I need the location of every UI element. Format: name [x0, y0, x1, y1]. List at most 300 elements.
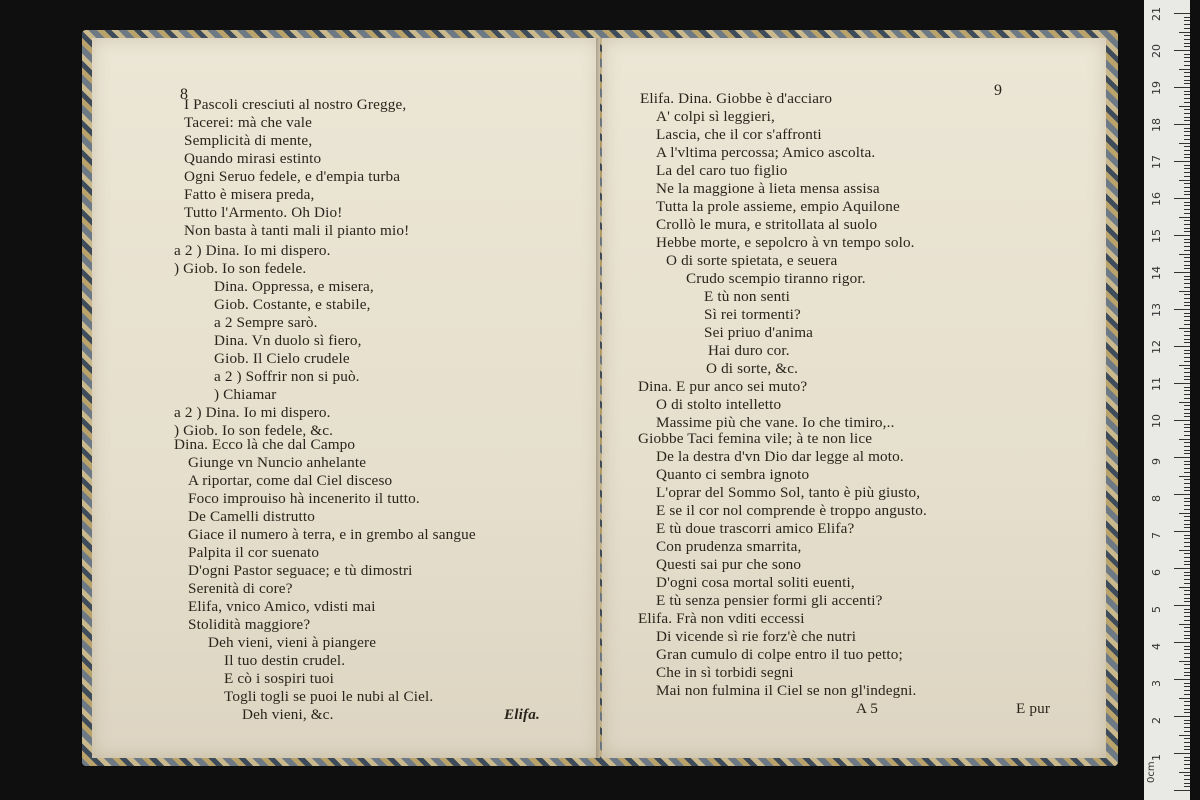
right-text-line: Hai duro cor.: [708, 342, 790, 359]
ruler-tick: [1184, 572, 1190, 573]
ruler-tick: [1184, 91, 1190, 92]
ruler-tick: [1184, 760, 1190, 761]
ruler-tick: [1184, 320, 1190, 321]
left-text-line: Non basta à tanti mali il pianto mio!: [184, 222, 410, 239]
ruler-tick: [1184, 168, 1190, 169]
ruler-tick: [1184, 450, 1190, 451]
ruler-tick: [1184, 298, 1190, 299]
ruler-tick: [1184, 601, 1190, 602]
left-text-line: De Camelli distrutto: [188, 508, 316, 525]
left-page-number: 8: [180, 86, 188, 103]
ruler-tick: [1184, 17, 1190, 18]
right-text-line: Questi sai pur che sono: [656, 556, 802, 573]
left-text-line: Dina. Vn duolo sì fiero,: [214, 332, 362, 349]
ruler-tick: [1179, 32, 1190, 33]
ruler-tick: [1184, 535, 1190, 536]
ruler-tick: [1184, 520, 1190, 521]
right-text-line: Sì rei tormenti?: [704, 306, 801, 323]
ruler-tick: [1179, 587, 1190, 588]
ruler-tick: [1184, 712, 1190, 713]
right-text-line: Gran cumulo di colpe entro il tuo petto;: [656, 646, 903, 663]
ruler-tick: [1184, 690, 1190, 691]
right-text-line: Tutta la prole assieme, empio Aquilone: [656, 198, 900, 215]
ruler-tick: [1184, 768, 1190, 769]
ruler-tick: [1184, 83, 1190, 84]
left-text-line: ) Giob. Io son fedele.: [174, 260, 307, 277]
ruler-tick: [1184, 705, 1190, 706]
ruler-tick: [1184, 579, 1190, 580]
ruler-tick: [1184, 265, 1190, 266]
ruler-tick: [1184, 764, 1190, 765]
ruler-tick: [1184, 431, 1190, 432]
ruler-tick: [1184, 746, 1190, 747]
ruler-number: 8: [1150, 495, 1163, 502]
ruler-tick: [1184, 453, 1190, 454]
right-text-line: E tù senza pensier formi gli accenti?: [656, 592, 883, 609]
right-text-line: Di vicende sì rie forz'è che nutri: [656, 628, 857, 645]
ruler-tick: [1174, 679, 1190, 680]
ruler-tick: [1184, 94, 1190, 95]
ruler-number: 16: [1150, 192, 1163, 206]
left-text-line: A riportar, come dal Ciel disceso: [188, 472, 393, 489]
right-text-line: O di sorte, &c.: [706, 360, 799, 377]
ruler-tick: [1184, 646, 1190, 647]
ruler-tick: [1184, 150, 1190, 151]
ruler-tick: [1184, 483, 1190, 484]
left-text-line: Deh vieni, vieni à piangere: [208, 634, 377, 651]
right-text-line: Con prudenza smarrita,: [656, 538, 802, 555]
ruler-tick: [1184, 302, 1190, 303]
ruler-tick: [1184, 76, 1190, 77]
ruler-tick: [1184, 435, 1190, 436]
ruler-tick: [1179, 772, 1190, 773]
ruler-tick: [1184, 353, 1190, 354]
left-page: [92, 38, 600, 758]
ruler-tick: [1184, 113, 1190, 114]
ruler-tick: [1184, 209, 1190, 210]
ruler-tick: [1184, 672, 1190, 673]
ruler-tick: [1179, 69, 1190, 70]
right-text-line: L'oprar del Sommo Sol, tanto è più giusto,: [656, 484, 921, 501]
ruler-tick: [1184, 172, 1190, 173]
left-text-line: Semplicità di mente,: [184, 132, 313, 149]
ruler-tick: [1184, 139, 1190, 140]
right-text-line: Hebbe morte, e sepolcro à vn tempo solo.: [656, 234, 915, 251]
ruler-tick: [1184, 424, 1190, 425]
ruler-tick: [1174, 568, 1190, 569]
ruler-tick: [1184, 390, 1190, 391]
ruler-tick: [1184, 183, 1190, 184]
ruler-tick: [1184, 35, 1190, 36]
ruler-tick: [1184, 542, 1190, 543]
ruler-tick: [1184, 694, 1190, 695]
ruler-tick: [1184, 146, 1190, 147]
ruler-tick: [1174, 161, 1190, 162]
ruler-number: 5: [1150, 606, 1163, 613]
right-text-line: A l'vltima percossa; Amico ascolta.: [656, 144, 876, 161]
ruler-number: 15: [1150, 229, 1163, 243]
ruler-tick: [1184, 276, 1190, 277]
ruler-tick: [1184, 154, 1190, 155]
left-text-line: ) Giob. Io son fedele, &c.: [174, 422, 334, 439]
right-text-line: Lascia, che il cor s'affronti: [656, 126, 822, 143]
ruler-tick: [1184, 394, 1190, 395]
ruler-tick: [1184, 213, 1190, 214]
ruler-tick: [1184, 98, 1190, 99]
ruler-tick: [1184, 72, 1190, 73]
ruler-tick: [1179, 365, 1190, 366]
ruler-number: 6: [1150, 569, 1163, 576]
ruler-number: 17: [1150, 155, 1163, 169]
ruler-tick: [1184, 783, 1190, 784]
left-text-line: Giob. Il Cielo crudele: [214, 350, 350, 367]
ruler-tick: [1184, 294, 1190, 295]
left-text-line: Elifa.: [504, 706, 540, 723]
ruler-tick: [1184, 524, 1190, 525]
ruler-tick: [1179, 513, 1190, 514]
left-text-line: Tacerei: mà che vale: [184, 114, 312, 131]
ruler-tick: [1174, 198, 1190, 199]
ruler-tick: [1184, 120, 1190, 121]
ruler-tick: [1184, 250, 1190, 251]
ruler-tick: [1184, 409, 1190, 410]
ruler-tick: [1184, 117, 1190, 118]
ruler-tick: [1184, 701, 1190, 702]
ruler-tick: [1184, 683, 1190, 684]
ruler-tick: [1184, 786, 1190, 787]
ruler-number: 20: [1150, 44, 1163, 58]
ruler-tick: [1184, 65, 1190, 66]
ruler-tick: [1184, 135, 1190, 136]
left-text-line: a 2 ) Dina. Io mi dispero.: [174, 404, 331, 421]
ruler-tick: [1184, 54, 1190, 55]
left-text-line: Giob. Costante, e stabile,: [214, 296, 371, 313]
ruler-number: 12: [1150, 340, 1163, 354]
right-text-line: Massime più che vane. Io che timiro,..: [656, 414, 895, 431]
ruler-tick: [1184, 80, 1190, 81]
ruler-tick: [1184, 398, 1190, 399]
ruler-tick: [1184, 505, 1190, 506]
ruler-tick: [1179, 217, 1190, 218]
left-text-line: Tutto l'Armento. Oh Dio!: [184, 204, 343, 221]
book-spread: [82, 30, 1118, 766]
ruler-tick: [1184, 387, 1190, 388]
ruler-tick: [1184, 313, 1190, 314]
ruler-tick: [1179, 698, 1190, 699]
right-text-line: Crollò le mura, e stritollata al suolo: [656, 216, 878, 233]
right-text-line: Che in sì torbidi segni: [656, 664, 794, 681]
right-text-line: Ne la maggione à lieta mensa assisa: [656, 180, 880, 197]
ruler-tick: [1184, 231, 1190, 232]
left-text-line: Il tuo destin crudel.: [224, 652, 346, 669]
ruler-tick: [1174, 50, 1190, 51]
ruler-tick: [1174, 235, 1190, 236]
ruler-tick: [1184, 361, 1190, 362]
left-text-line: Serenità di core?: [188, 580, 293, 597]
ruler-tick: [1184, 635, 1190, 636]
ruler-tick: [1184, 102, 1190, 103]
ruler-tick: [1184, 442, 1190, 443]
ruler-number: 10: [1150, 414, 1163, 428]
ruler-tick: [1184, 464, 1190, 465]
ruler-tick: [1184, 109, 1190, 110]
ruler-tick: [1184, 779, 1190, 780]
ruler-tick: [1184, 339, 1190, 340]
ruler-tick: [1184, 61, 1190, 62]
ruler-tick: [1184, 720, 1190, 721]
ruler-number: 9: [1150, 458, 1163, 465]
ruler-tick: [1184, 57, 1190, 58]
left-text-line: Fatto è misera preda,: [184, 186, 315, 203]
left-text-line: I Pascoli cresciuti al nostro Gregge,: [184, 96, 407, 113]
ruler-tick: [1184, 279, 1190, 280]
ruler-tick: [1184, 653, 1190, 654]
ruler-tick: [1184, 176, 1190, 177]
ruler-tick: [1184, 257, 1190, 258]
ruler-tick: [1184, 638, 1190, 639]
ruler-tick: [1184, 664, 1190, 665]
ruler-tick: [1174, 13, 1190, 14]
right-page: [602, 38, 1106, 758]
ruler-tick: [1174, 494, 1190, 495]
ruler-tick: [1184, 686, 1190, 687]
ruler-tick: [1184, 165, 1190, 166]
ruler-tick: [1184, 331, 1190, 332]
ruler-tick: [1179, 402, 1190, 403]
right-text-line: Quanto ci sembra ignoto: [656, 466, 810, 483]
ruler-tick: [1184, 487, 1190, 488]
right-text-line: O di stolto intelletto: [656, 396, 782, 413]
right-text-line: Elifa. Dina. Giobbe è d'acciaro: [640, 90, 833, 107]
ruler-number: 11: [1150, 377, 1163, 391]
ruler-number: 4: [1150, 643, 1163, 650]
ruler-tick: [1184, 28, 1190, 29]
ruler-tick: [1184, 564, 1190, 565]
ruler-tick: [1184, 546, 1190, 547]
ruler-tick: [1184, 202, 1190, 203]
ruler-number: 1: [1150, 754, 1163, 761]
ruler-tick: [1179, 106, 1190, 107]
ruler-tick: [1184, 228, 1190, 229]
ruler-tick: [1174, 531, 1190, 532]
ruler-tick: [1184, 594, 1190, 595]
ruler-tick: [1184, 612, 1190, 613]
ruler-tick: [1184, 472, 1190, 473]
ruler-tick: [1174, 346, 1190, 347]
right-text-line: E pur: [1016, 700, 1051, 717]
ruler-tick: [1184, 413, 1190, 414]
ruler-tick: [1184, 731, 1190, 732]
ruler-tick: [1184, 675, 1190, 676]
ruler-tick: [1184, 20, 1190, 21]
left-text-line: Giace il numero à terra, e in grembo al sangue: [188, 526, 476, 543]
ruler-tick: [1184, 749, 1190, 750]
ruler-number: 3: [1150, 680, 1163, 687]
ruler-tick: [1179, 328, 1190, 329]
ruler-tick: [1184, 43, 1190, 44]
ruler-tick: [1184, 616, 1190, 617]
right-text-line: E tù doue trascorri amico Elifa?: [656, 520, 855, 537]
ruler-tick: [1184, 609, 1190, 610]
left-text-line: Giunge vn Nuncio anhelante: [188, 454, 367, 471]
left-text-line: E cò i sospiri tuoi: [224, 670, 335, 687]
ruler-tick: [1184, 668, 1190, 669]
right-text-line: De la destra d'vn Dio dar legge al moto.: [656, 448, 904, 465]
left-text-line: Elifa, vnico Amico, vdisti mai: [188, 598, 376, 615]
ruler-tick: [1184, 509, 1190, 510]
ruler-tick: [1179, 661, 1190, 662]
ruler-tick: [1174, 753, 1190, 754]
ruler-tick: [1184, 561, 1190, 562]
ruler-tick: [1184, 242, 1190, 243]
ruler-tick: [1184, 39, 1190, 40]
ruler-tick: [1184, 191, 1190, 192]
ruler-tick: [1184, 620, 1190, 621]
ruler-tick: [1184, 372, 1190, 373]
ruler-tick: [1184, 342, 1190, 343]
left-text-line: Togli togli se puoi le nubi al Ciel.: [224, 688, 434, 705]
ruler-tick: [1184, 128, 1190, 129]
right-text-line: O di sorte spietata, e seuera: [666, 252, 838, 269]
ruler-tick: [1184, 479, 1190, 480]
ruler-tick: [1184, 224, 1190, 225]
left-text-line: Palpita il cor suenato: [188, 544, 320, 561]
ruler-tick: [1184, 220, 1190, 221]
ruler-tick: [1174, 605, 1190, 606]
ruler-tick: [1184, 246, 1190, 247]
ruler-tick: [1184, 538, 1190, 539]
ruler-tick: [1179, 735, 1190, 736]
ruler-tick: [1184, 335, 1190, 336]
ruler-tick: [1184, 501, 1190, 502]
ruler-tick: [1184, 131, 1190, 132]
ruler-tick: [1179, 291, 1190, 292]
right-text-line: E se il cor nol comprende è troppo angusto.: [656, 502, 927, 519]
ruler-tick: [1184, 287, 1190, 288]
ruler-tick: [1179, 476, 1190, 477]
ruler-tick: [1184, 598, 1190, 599]
ruler-tick: [1184, 775, 1190, 776]
ruler-tick: [1184, 46, 1190, 47]
right-text-line: A 5: [856, 700, 878, 717]
ruler-tick: [1184, 723, 1190, 724]
ruler-tick: [1184, 239, 1190, 240]
ruler-tick: [1184, 631, 1190, 632]
ruler-tick: [1184, 461, 1190, 462]
ruler-tick: [1174, 124, 1190, 125]
ruler-tick: [1184, 261, 1190, 262]
ruler-tick: [1184, 627, 1190, 628]
right-text-line: Crudo scempio tiranno rigor.: [686, 270, 866, 287]
right-text-line: D'ogni cosa mortal soliti euenti,: [656, 574, 855, 591]
ruler-tick: [1184, 742, 1190, 743]
ruler-tick: [1184, 527, 1190, 528]
right-page-number: 9: [994, 82, 1002, 99]
ruler-tick: [1184, 583, 1190, 584]
ruler-number: 7: [1150, 532, 1163, 539]
right-text-line: Mai non fulmina il Ciel se non gl'indegni.: [656, 682, 917, 699]
ruler-tick: [1184, 187, 1190, 188]
ruler-tick: [1184, 316, 1190, 317]
ruler-number: 14: [1150, 266, 1163, 280]
left-text-line: ) Chiamar: [214, 386, 277, 403]
ruler-tick: [1174, 457, 1190, 458]
ruler-tick: [1184, 657, 1190, 658]
ruler-tick: [1179, 439, 1190, 440]
right-text-line: E tù non senti: [704, 288, 791, 305]
ruler-tick: [1184, 268, 1190, 269]
ruler-tick: [1184, 376, 1190, 377]
ruler-number: 18: [1150, 118, 1163, 132]
ruler-tick: [1179, 143, 1190, 144]
ruler-tick: [1184, 283, 1190, 284]
ruler-tick: [1174, 272, 1190, 273]
ruler-tick: [1184, 194, 1190, 195]
ruler-tick: [1184, 757, 1190, 758]
ruler-tick: [1184, 416, 1190, 417]
ruler-number: 13: [1150, 303, 1163, 317]
ruler-tick: [1184, 379, 1190, 380]
ruler-tick: [1179, 550, 1190, 551]
left-text-line: Ogni Seruo fedele, e d'empia turba: [184, 168, 401, 185]
ruler-tick: [1184, 727, 1190, 728]
ruler-tick: [1184, 24, 1190, 25]
ruler-tick: [1174, 383, 1190, 384]
right-text-line: Dina. E pur anco sei muto?: [638, 378, 808, 395]
ruler-number: 21: [1150, 7, 1163, 21]
left-text-line: Foco improuiso hà incenerito il tutto.: [188, 490, 420, 507]
right-text-line: A' colpi sì leggieri,: [656, 108, 775, 125]
ruler-tick: [1184, 490, 1190, 491]
left-text-line: Dina. Ecco là che dal Campo: [174, 436, 356, 453]
ruler-tick: [1184, 205, 1190, 206]
ruler-tick: [1179, 624, 1190, 625]
ruler-tick: [1174, 420, 1190, 421]
ruler-tick: [1184, 553, 1190, 554]
right-text-line: Giobbe Taci femina vile; à te non lice: [638, 430, 873, 447]
ruler-tick: [1184, 305, 1190, 306]
ruler-tick: [1184, 590, 1190, 591]
ruler-tick: [1184, 709, 1190, 710]
right-text-line: La del caro tuo figlio: [656, 162, 788, 179]
ruler-tick: [1184, 427, 1190, 428]
left-text-line: Deh vieni, &c.: [242, 706, 334, 723]
ruler-tick: [1184, 649, 1190, 650]
right-text-line: Elifa. Frà non vditi eccessi: [638, 610, 805, 627]
ruler-number: 19: [1150, 81, 1163, 95]
ruler-tick: [1184, 350, 1190, 351]
ruler-tick: [1184, 468, 1190, 469]
ruler-tick: [1184, 575, 1190, 576]
ruler-unit: 0cm: [1146, 761, 1157, 783]
ruler-tick: [1184, 324, 1190, 325]
ruler-tick: [1179, 180, 1190, 181]
left-text-line: Stolidità maggiore?: [188, 616, 311, 633]
ruler-tick: [1184, 357, 1190, 358]
ruler-tick: [1174, 642, 1190, 643]
ruler-tick: [1174, 309, 1190, 310]
left-text-line: a 2 ) Dina. Io mi dispero.: [174, 242, 331, 259]
left-text-line: D'ogni Pastor seguace; e tù dimostri: [188, 562, 413, 579]
left-text-line: Dina. Oppressa, e misera,: [214, 278, 374, 295]
ruler-tick: [1184, 516, 1190, 517]
ruler-tick: [1184, 498, 1190, 499]
ruler-tick: [1184, 405, 1190, 406]
ruler-tick: [1184, 368, 1190, 369]
ruler-tick: [1179, 254, 1190, 255]
ruler-tick: [1174, 790, 1190, 791]
ruler-tick: [1174, 716, 1190, 717]
